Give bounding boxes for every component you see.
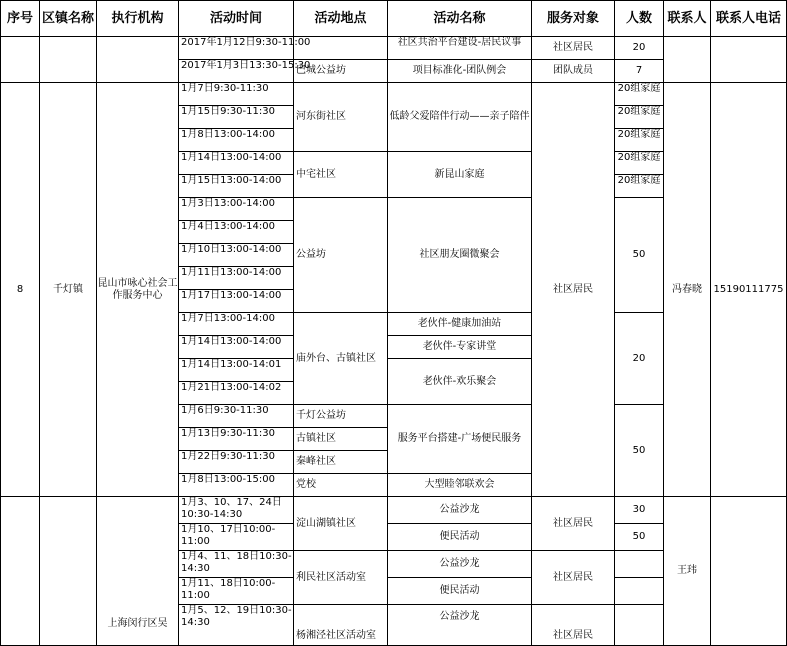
- target-text: 社区居民: [553, 630, 593, 641]
- activity-name-cell: 老伙伴-健康加油站: [388, 313, 532, 336]
- contact-cell: 王玮: [664, 497, 711, 646]
- header-row: [1, 1, 787, 37]
- seq-cell: 8: [1, 83, 40, 497]
- place-cell: 千灯公益坊: [294, 405, 388, 428]
- time-cell: [179, 578, 294, 605]
- activity-name-cell: 服务平台搭建-广场便民服务: [388, 405, 532, 474]
- count-cell: [615, 175, 664, 198]
- phone-cell: [711, 497, 787, 646]
- count-cell: 30: [615, 497, 664, 524]
- time-text: 1月10、17日10:00-11:00: [181, 524, 276, 547]
- activity-name-cell: 老伙伴-专家讲堂: [388, 336, 532, 359]
- count-text: 20组家庭: [617, 175, 661, 186]
- time-cell: [179, 524, 294, 551]
- header-cell: 联系人电话: [711, 1, 787, 37]
- town-cell: [40, 37, 97, 83]
- activity-name-cell: 大型睦邻联欢会: [388, 474, 532, 497]
- header-cell: 服务对象: [532, 1, 615, 37]
- header-cell: 活动地点: [294, 1, 388, 37]
- count-text: 20组家庭: [617, 129, 661, 140]
- org-cell: 昆山市咏心社会工作服务中心: [97, 83, 179, 497]
- header-cell: 序号: [1, 1, 40, 37]
- time-cell: 1月14日13:00-14:01: [179, 359, 294, 382]
- time-cell: 1月13日9:30-11:30: [179, 428, 294, 451]
- contact-cell: 冯春晓: [664, 83, 711, 497]
- time-cell: 1月15日9:30-11:30: [179, 106, 294, 129]
- count-cell: [615, 605, 664, 646]
- count-cell: 50: [615, 198, 664, 313]
- time-cell: [179, 497, 294, 524]
- org-cell: [97, 37, 179, 83]
- header-cell: 执行机构: [97, 1, 179, 37]
- activity-name-text: 社区共治平台建设-居民议事: [397, 37, 522, 48]
- time-cell: 1月17日13:00-14:00: [179, 290, 294, 313]
- time-cell: 2017年1月12日9:30-11:00: [179, 37, 294, 60]
- target-cell: 团队成员: [532, 60, 615, 83]
- count-cell: [615, 106, 664, 129]
- time-text: 1月5、12、19日10:30-14:30: [181, 605, 292, 628]
- time-cell: 1月21日13:00-14:02: [179, 382, 294, 405]
- count-text: 20组家庭: [617, 152, 661, 163]
- place-text: 杨湘泾社区活动室: [296, 630, 376, 641]
- target-cell: 社区居民: [532, 497, 615, 551]
- header-cell: 联系人: [664, 1, 711, 37]
- time-cell: 1月11日13:00-14:00: [179, 267, 294, 290]
- count-cell: 50: [615, 405, 664, 497]
- header-cell: 人数: [615, 1, 664, 37]
- time-cell: [179, 551, 294, 578]
- target-cell: 社区居民: [532, 551, 615, 605]
- town-cell: [40, 497, 97, 646]
- activity-name-cell: [388, 37, 532, 60]
- activity-name-cell: 社区朋友圈微聚会: [388, 198, 532, 313]
- time-cell: 1月7日9:30-11:30: [179, 83, 294, 106]
- time-cell: 1月8日13:00-14:00: [179, 129, 294, 152]
- place-cell: 利民社区活动室: [294, 551, 388, 605]
- count-cell: 20: [615, 37, 664, 60]
- time-cell: 1月7日13:00-14:00: [179, 313, 294, 336]
- time-text: 1月4、11、18日10:30-14:30: [181, 551, 292, 574]
- activity-name-cell: 新昆山家庭: [388, 152, 532, 198]
- place-cell: 公益坊: [294, 198, 388, 313]
- activity-name-cell: 公益沙龙: [388, 551, 532, 578]
- seq-cell: [1, 37, 40, 83]
- count-text: 20组家庭: [617, 83, 661, 94]
- time-cell: [179, 605, 294, 646]
- place-cell: 巴城公益坊: [294, 60, 388, 83]
- place-cell: 淀山湖镇社区: [294, 497, 388, 551]
- time-text: 1月11、18日10:00-11:00: [181, 578, 276, 601]
- count-cell: [615, 83, 664, 106]
- time-cell: 1月14日13:00-14:00: [179, 336, 294, 359]
- phone-cell: [711, 37, 787, 83]
- activity-name-cell: 项目标准化-团队例会: [388, 60, 532, 83]
- place-cell: 中宅社区: [294, 152, 388, 198]
- table-row: [1, 37, 787, 60]
- header-cell: 活动时间: [179, 1, 294, 37]
- org-cell: [97, 497, 179, 646]
- org-text: 上海闵行区吴: [107, 618, 168, 629]
- seq-cell: [1, 497, 40, 646]
- place-cell: 古镇社区: [294, 428, 388, 451]
- place-cell: 秦峰社区: [294, 451, 388, 474]
- time-cell: 1月6日9:30-11:30: [179, 405, 294, 428]
- table-row: [1, 497, 787, 524]
- header-cell: 区镇名称: [40, 1, 97, 37]
- count-cell: 7: [615, 60, 664, 83]
- activity-name-cell: 低龄父爱陪伴行动——亲子陪伴: [388, 83, 532, 152]
- time-text: 2017年1月3日13:30-15:30: [181, 60, 311, 71]
- place-cell: 河东街社区: [294, 83, 388, 152]
- time-cell: 1月22日9:30-11:30: [179, 451, 294, 474]
- target-cell: 社区居民: [532, 37, 615, 60]
- activity-name-cell: 老伙伴-欢乐聚会: [388, 359, 532, 405]
- count-cell: [615, 578, 664, 605]
- time-cell: 1月14日13:00-14:00: [179, 152, 294, 175]
- phone-cell: 15190111775: [711, 83, 787, 497]
- time-cell: 1月8日13:00-15:00: [179, 474, 294, 497]
- place-cell: 庙外台、古镇社区: [294, 313, 388, 405]
- contact-cell: [664, 37, 711, 83]
- activity-name-cell: 便民活动: [388, 524, 532, 551]
- town-cell: 千灯镇: [40, 83, 97, 497]
- count-text: 20组家庭: [617, 106, 661, 117]
- time-text: 1月3、10、17、24日10:30-14:30: [181, 497, 282, 520]
- time-cell: 1月4日13:00-14:00: [179, 221, 294, 244]
- count-cell: [615, 152, 664, 175]
- place-cell: 党校: [294, 474, 388, 497]
- time-cell: [179, 60, 311, 83]
- activity-name-text: 公益沙龙: [439, 611, 480, 622]
- header-cell: 活动名称: [388, 1, 532, 37]
- activity-name-cell: [388, 605, 532, 646]
- target-cell: [532, 605, 615, 646]
- count-cell: [615, 551, 664, 578]
- activity-name-cell: 便民活动: [388, 578, 532, 605]
- place-cell: [294, 605, 388, 646]
- count-cell: 20: [615, 313, 664, 405]
- time-cell: 1月3日13:00-14:00: [179, 198, 294, 221]
- count-cell: 50: [615, 524, 664, 551]
- count-cell: [615, 129, 664, 152]
- time-cell: 1月10日13:00-14:00: [179, 244, 294, 267]
- target-cell: 社区居民: [532, 83, 615, 497]
- activity-name-cell: 公益沙龙: [388, 497, 532, 524]
- time-cell: 1月15日13:00-14:00: [179, 175, 294, 198]
- table-row: [1, 83, 787, 106]
